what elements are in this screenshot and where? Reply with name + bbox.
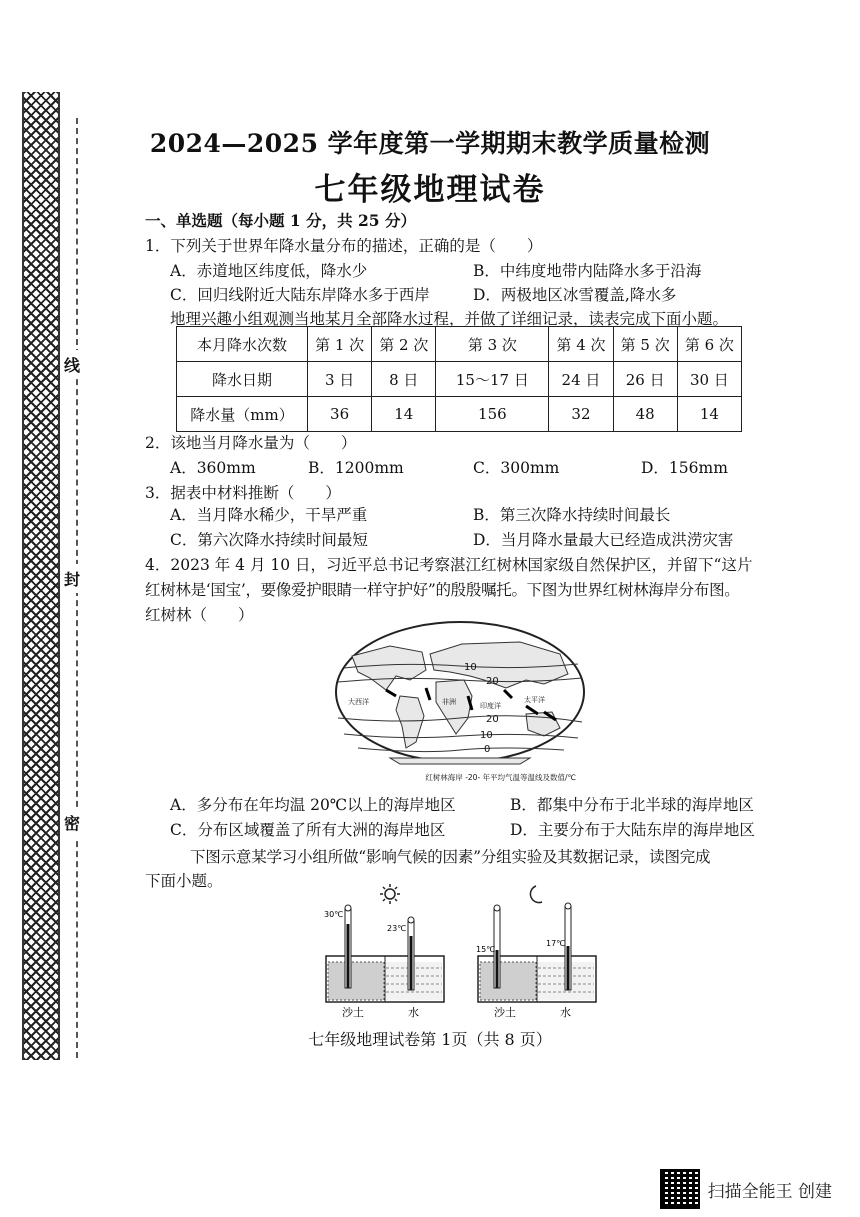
binding-char-feng: 封 — [64, 564, 80, 593]
table-cell: 第 2 次 — [372, 327, 436, 362]
table-cell: 第 5 次 — [613, 327, 677, 362]
table-cell: 第 6 次 — [677, 327, 741, 362]
isotherm-label: 10 — [480, 730, 493, 741]
q3-stem: 3．据表中材料推断（ ） — [145, 484, 341, 502]
day-water-temp: 23℃ — [387, 924, 407, 933]
table-cell: 36 — [308, 397, 372, 432]
binding-char-xian: 线 — [64, 350, 80, 379]
qr-code-icon — [660, 1169, 700, 1209]
q4-option-a: A．多分布在年均温 20℃以上的海岸地区 — [170, 796, 456, 814]
table-cell: 8 日 — [372, 362, 436, 397]
q3-option-c: C．第六次降水持续时间最短 — [170, 531, 368, 549]
table-row — [177, 327, 742, 362]
night-sand-label: 沙土 — [494, 1006, 516, 1019]
q2-option-b: B．1200mm — [308, 459, 404, 477]
night-water-temp: 17℃ — [546, 939, 566, 948]
q3-option-d: D．当月降水量最大已经造成洪涝灾害 — [473, 531, 734, 549]
binding-char-mi: 密 — [64, 808, 80, 837]
isotherm-label: 20 — [486, 714, 499, 725]
table-cell: 14 — [677, 397, 741, 432]
isotherm-label: 10 — [464, 662, 477, 673]
night-water-label: 水 — [560, 1006, 571, 1019]
q3-option-b: B．第三次降水持续时间最长 — [473, 506, 671, 524]
table-row — [177, 362, 742, 397]
table-cell: 24 日 — [549, 362, 613, 397]
table-cell: 14 — [372, 397, 436, 432]
q1-option-b: B．中纬度地带内陆降水多于沿海 — [473, 262, 702, 280]
table-cell: 48 — [613, 397, 677, 432]
q4-line1: 4．2023 年 4 月 10 日，习近平总书记考察湛江红树林国家级自然保护区，并留下“这片 — [145, 556, 753, 574]
q3-option-a: A．当月降水稀少，干旱严重 — [170, 506, 368, 524]
q4-option-b: B．都集中分布于北半球的海岸地区 — [510, 796, 754, 814]
q4-option-c: C．分布区域覆盖了所有大洲的海岸地区 — [170, 821, 446, 839]
sun-icon — [380, 884, 400, 904]
q2-option-a: A．360mm — [170, 459, 256, 477]
mangrove-world-map — [330, 618, 590, 784]
q2-stem: 2．该地当月降水量为（ ） — [145, 434, 357, 452]
day-water-label: 水 — [408, 1006, 419, 1019]
moon-icon — [530, 886, 542, 903]
page-footer: 七年级地理试卷第 1页（共 8 页） — [308, 1030, 552, 1049]
table-cell: 30 日 — [677, 362, 741, 397]
experiment-day-figure — [320, 884, 450, 1020]
table-cell: 降水日期 — [177, 362, 308, 397]
table-intro: 地理兴趣小组观测当地某月全部降水过程，并做了详细记录，读表完成下面小题。 — [170, 310, 729, 328]
map-legend: 红树林海岸 -20- 年平均气温等温线及数值/℃ — [425, 773, 576, 782]
binding-strip — [22, 92, 60, 1060]
q2-option-c: C．300mm — [473, 459, 560, 477]
table-row — [177, 397, 742, 432]
table-cell: 本月降水次数 — [177, 327, 308, 362]
isotherm-label: 0 — [484, 744, 491, 755]
q1-stem: 1．下列关于世界年降水量分布的描述，正确的是（ ） — [145, 237, 543, 255]
q4-option-d: D．主要分布于大陆东岸的海岸地区 — [510, 821, 755, 839]
map-ocean-label: 太平洋 — [524, 696, 545, 704]
table-cell: 26 日 — [613, 362, 677, 397]
experiment-night-figure — [472, 884, 602, 1020]
day-sand-label: 沙土 — [342, 1006, 364, 1019]
rainfall-table — [176, 326, 742, 432]
q1-option-c: C．回归线附近大陆东岸降水多于西岸 — [170, 286, 430, 304]
table-cell: 第 3 次 — [436, 327, 549, 362]
table-cell: 第 1 次 — [308, 327, 372, 362]
q4-line3: 红树林（ ） — [145, 606, 254, 624]
map-region-label: 大西洋 — [348, 698, 369, 706]
table-cell: 32 — [549, 397, 613, 432]
table-cell: 15～17 日 — [436, 362, 549, 397]
experiment-intro-line1: 下图示意某学习小组所做“影响气候的因素”分组实验及其数据记录，读图完成 — [190, 848, 711, 866]
table-cell: 156 — [436, 397, 549, 432]
isotherm-label: 20 — [486, 676, 499, 687]
night-sand-temp: 15℃ — [476, 945, 496, 954]
day-sand-temp: 30℃ — [324, 910, 344, 919]
scanner-text: 扫描全能王 创建 — [707, 1181, 832, 1202]
table-cell: 降水量（mm） — [177, 397, 308, 432]
experiment-intro-line2: 下面小题。 — [145, 872, 223, 890]
q1-option-a: A．赤道地区纬度低，降水少 — [170, 262, 368, 280]
q1-option-d: D．两极地区冰雪覆盖,降水多 — [473, 286, 677, 304]
map-region-label: 印度洋 — [480, 702, 501, 710]
table-cell: 3 日 — [308, 362, 372, 397]
map-region-label: 非洲 — [442, 698, 456, 706]
q4-line2: 红树林是‘国宝’，要像爱护眼睛一样守护好”的殷殷嘱托。下图为世界红树林海岸分布图。 — [145, 581, 740, 599]
q2-option-d: D．156mm — [641, 459, 728, 477]
exam-subtitle: 七年级地理试卷 — [314, 172, 546, 208]
table-cell: 第 4 次 — [549, 327, 613, 362]
exam-title: 2024—2025 学年度第一学期期末教学质量检测 — [149, 129, 711, 158]
section-heading: 一、单选题（每小题 1 分，共 25 分） — [145, 211, 416, 230]
scanner-watermark — [660, 1169, 832, 1209]
